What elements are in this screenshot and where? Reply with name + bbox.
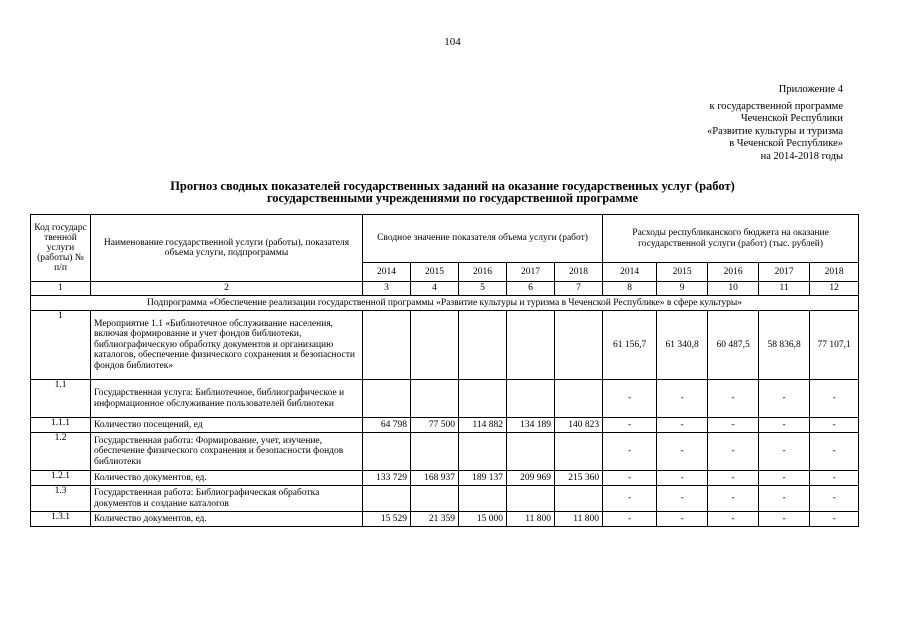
appendix-title: Приложение 4 xyxy=(778,84,843,95)
volume-value xyxy=(459,433,507,471)
volume-value: 168 937 xyxy=(411,471,459,486)
year-header: 2014 xyxy=(603,263,657,282)
volume-value: 114 882 xyxy=(459,418,507,433)
budget-value: - xyxy=(603,380,657,418)
row-name: Государственная работа: Библиографическая обработка документов и создание каталогов xyxy=(91,486,363,512)
budget-value: - xyxy=(708,418,759,433)
column-number: 3 xyxy=(363,282,411,296)
volume-value xyxy=(411,311,459,380)
volume-value xyxy=(459,486,507,512)
budget-value: - xyxy=(657,471,708,486)
header-budget: Расходы республиканского бюджета на оказание государственной услуги (работ) (тыс. рублей) xyxy=(603,215,859,263)
budget-value: - xyxy=(759,512,810,527)
budget-value: - xyxy=(708,433,759,471)
volume-value: 77 500 xyxy=(411,418,459,433)
volume-value: 15 529 xyxy=(363,512,411,527)
table-row xyxy=(31,486,859,512)
document-title xyxy=(30,181,875,204)
volume-value xyxy=(411,380,459,418)
budget-value: - xyxy=(708,471,759,486)
table-row xyxy=(31,471,859,486)
volume-value: 21 359 xyxy=(411,512,459,527)
column-number: 5 xyxy=(459,282,507,296)
year-header: 2015 xyxy=(657,263,708,282)
volume-value xyxy=(555,433,603,471)
budget-value: - xyxy=(708,486,759,512)
budget-value: 77 107,1 xyxy=(810,311,859,380)
year-header: 2015 xyxy=(411,263,459,282)
volume-value xyxy=(363,433,411,471)
page-number: 104 xyxy=(444,36,461,48)
volume-value: 189 137 xyxy=(459,471,507,486)
row-name: Количество посещений, ед xyxy=(91,418,363,433)
volume-value xyxy=(411,486,459,512)
volume-value xyxy=(507,311,555,380)
budget-value: 60 487,5 xyxy=(708,311,759,380)
volume-value xyxy=(555,311,603,380)
volume-value: 11 800 xyxy=(507,512,555,527)
volume-value xyxy=(555,486,603,512)
row-name: Мероприятие 1.1 «Библиотечное обслуживание населения, включая формирование и учет фондов библиотеки, библиографическую обработку документов и организацию каталогов, обеспечение физического сохранения и безопасности фондов библиотек» xyxy=(91,311,363,380)
volume-value: 209 969 xyxy=(507,471,555,486)
column-number: 4 xyxy=(411,282,459,296)
volume-value: 133 729 xyxy=(363,471,411,486)
table-row xyxy=(31,418,859,433)
budget-value: - xyxy=(603,418,657,433)
appendix-line: к государственной программе xyxy=(709,100,843,112)
volume-value xyxy=(363,311,411,380)
row-name: Количество документов, ед. xyxy=(91,512,363,527)
year-header: 2018 xyxy=(555,263,603,282)
volume-value xyxy=(459,311,507,380)
volume-value: 140 823 xyxy=(555,418,603,433)
row-code: 1 xyxy=(31,311,91,380)
volume-value xyxy=(555,380,603,418)
year-header: 2017 xyxy=(759,263,810,282)
column-number: 10 xyxy=(708,282,759,296)
appendix-line: в Чеченской Республике» xyxy=(729,138,843,149)
column-number: 8 xyxy=(603,282,657,296)
row-code: 1.3.1 xyxy=(31,512,91,527)
header-volume: Сводное значение показателя объема услуги (работ) xyxy=(363,215,603,263)
budget-value: - xyxy=(810,418,859,433)
table-row xyxy=(31,311,859,380)
budget-value: - xyxy=(810,433,859,471)
column-number: 11 xyxy=(759,282,810,296)
volume-value xyxy=(507,380,555,418)
year-header: 2016 xyxy=(708,263,759,282)
column-number: 2 xyxy=(91,282,363,296)
volume-value xyxy=(459,380,507,418)
document-title-line: Прогноз сводных показателей государственных заданий на оказание государственных услуг (работ) xyxy=(170,179,735,193)
forecast-table xyxy=(30,214,859,527)
year-header: 2017 xyxy=(507,263,555,282)
budget-value: - xyxy=(708,380,759,418)
subprogram-row xyxy=(31,296,859,311)
budget-value: - xyxy=(657,418,708,433)
budget-value: - xyxy=(810,380,859,418)
appendix-block xyxy=(707,84,843,163)
row-name: Государственная работа: Формирование, учет, изучение, обеспечение физического сохранения и безопасности фондов библиотеки xyxy=(91,433,363,471)
budget-value: - xyxy=(759,471,810,486)
budget-value: - xyxy=(759,418,810,433)
row-code: 1.3 xyxy=(31,486,91,512)
row-name: Государственная услуга: Библиотечное, библиографическое и информационное обслуживание пользователей библиотеки xyxy=(91,380,363,418)
header-name: Наименование государственной услуги (работы), показателя объема услуги, подпрограммы xyxy=(91,215,363,282)
volume-value xyxy=(363,486,411,512)
volume-value: 64 798 xyxy=(363,418,411,433)
row-code: 1.1.1 xyxy=(31,418,91,433)
budget-value: - xyxy=(657,380,708,418)
volume-value: 215 360 xyxy=(555,471,603,486)
column-number: 7 xyxy=(555,282,603,296)
year-header: 2018 xyxy=(810,263,859,282)
year-header: 2014 xyxy=(363,263,411,282)
table-row xyxy=(31,380,859,418)
budget-value: - xyxy=(603,471,657,486)
appendix-line: «Развитие культуры и туризма xyxy=(706,125,843,137)
volume-value: 11 800 xyxy=(555,512,603,527)
header-code: Код государс твенной услуги (работы) № п/п xyxy=(31,215,91,282)
table-row xyxy=(31,433,859,471)
budget-value: - xyxy=(759,380,810,418)
column-number: 6 xyxy=(507,282,555,296)
budget-value: - xyxy=(810,512,859,527)
budget-value: - xyxy=(810,471,859,486)
volume-value xyxy=(363,380,411,418)
budget-value: 58 836,8 xyxy=(759,311,810,380)
appendix-line: Чеченской Республики xyxy=(740,113,843,124)
budget-value: 61 156,7 xyxy=(603,311,657,380)
subprogram-title: Подпрограмма «Обеспечение реализации государственной программы «Развитие культуры и туризма в Чеченской Республике» в сфере культуры» xyxy=(31,296,859,311)
budget-value: - xyxy=(708,512,759,527)
budget-value: - xyxy=(603,433,657,471)
column-number: 1 xyxy=(31,282,91,296)
column-numbers-row xyxy=(31,282,859,296)
appendix-line: на 2014-2018 годы xyxy=(760,150,843,162)
volume-value xyxy=(507,433,555,471)
budget-value: - xyxy=(657,486,708,512)
table-row xyxy=(31,512,859,527)
volume-value xyxy=(507,486,555,512)
budget-value: - xyxy=(657,433,708,471)
volume-value xyxy=(411,433,459,471)
column-number: 12 xyxy=(810,282,859,296)
column-number: 9 xyxy=(657,282,708,296)
budget-value: - xyxy=(603,512,657,527)
volume-value: 15 000 xyxy=(459,512,507,527)
row-code: 1.1 xyxy=(31,380,91,418)
budget-value: - xyxy=(603,486,657,512)
budget-value: - xyxy=(759,486,810,512)
year-header: 2016 xyxy=(459,263,507,282)
budget-value: 61 340,8 xyxy=(657,311,708,380)
document-title-line: государственными учреждениями по государственной программе xyxy=(266,190,639,205)
budget-value: - xyxy=(810,486,859,512)
budget-value: - xyxy=(759,433,810,471)
row-name: Количество документов, ед. xyxy=(91,471,363,486)
budget-value: - xyxy=(657,512,708,527)
row-code: 1.2.1 xyxy=(31,471,91,486)
volume-value: 134 189 xyxy=(507,418,555,433)
row-code: 1.2 xyxy=(31,433,91,471)
